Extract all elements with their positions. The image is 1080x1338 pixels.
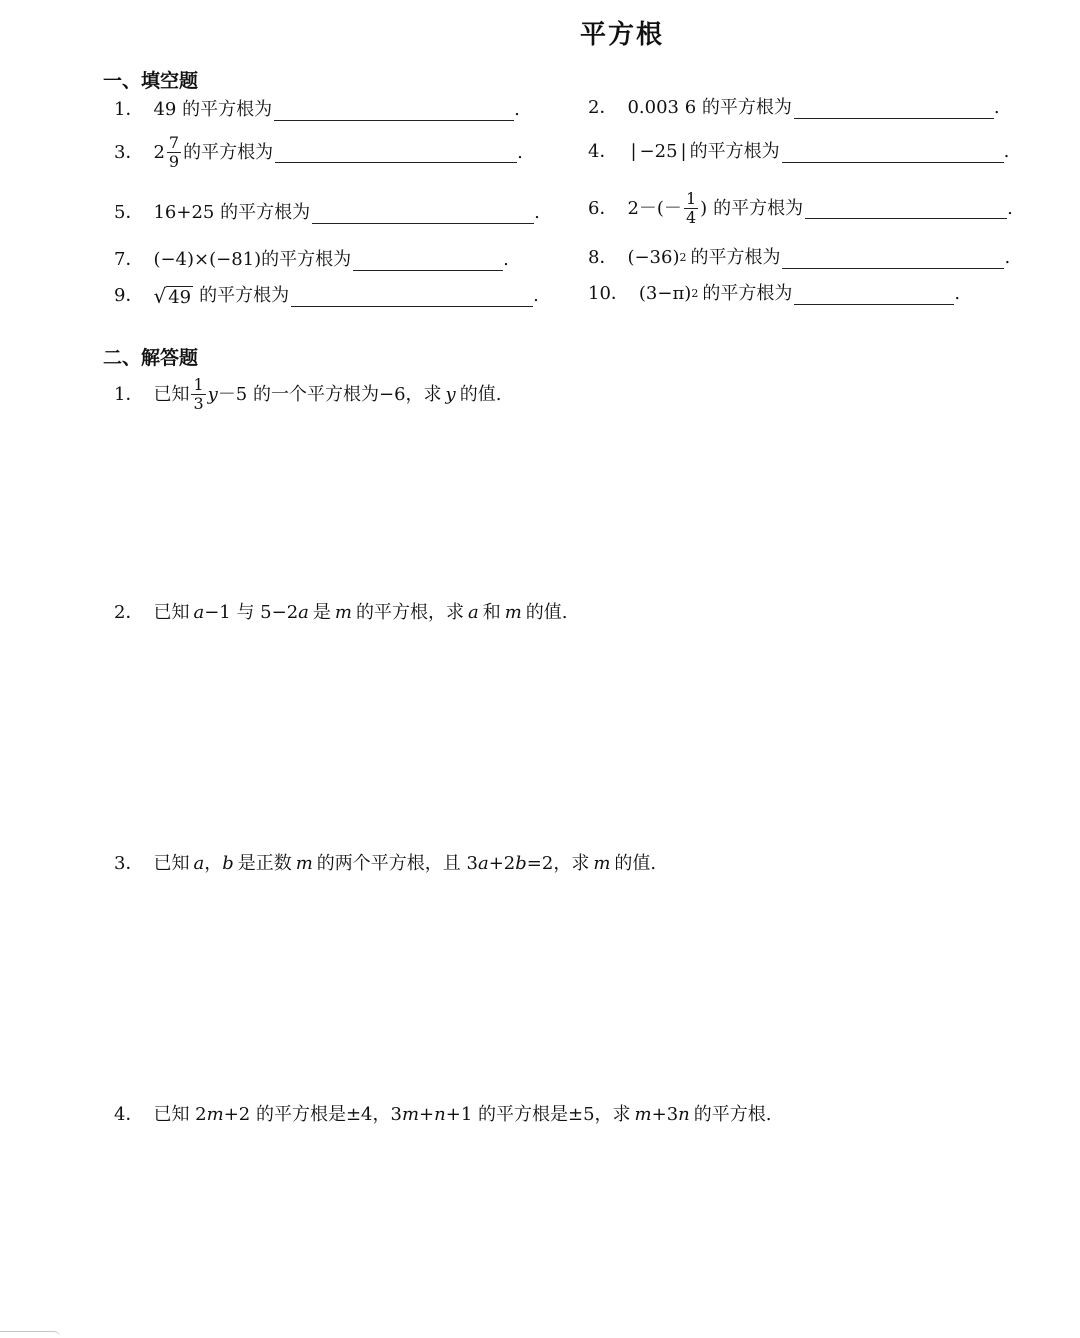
answer-blank[interactable]	[782, 142, 1004, 163]
fill-question-7	[114, 247, 509, 273]
text: 已知	[153, 602, 190, 623]
answer-space-3[interactable]	[114, 890, 1014, 1090]
exponent: 2	[691, 287, 699, 300]
abs-bar-left: |	[630, 141, 637, 162]
numerator: 7	[168, 133, 180, 152]
question-text: 的平方根为	[713, 197, 804, 219]
question-text: 49 的平方根为	[153, 99, 273, 120]
variable-y: y	[445, 383, 456, 405]
question-number: 3．	[114, 141, 144, 163]
answer-blank[interactable]	[782, 248, 1004, 269]
variable-m: m	[295, 853, 313, 874]
text: 是	[312, 602, 331, 623]
text: ，	[204, 853, 223, 874]
fill-question-5	[114, 200, 540, 226]
question-text: 的平方根为	[689, 141, 780, 162]
text: −1 与 5−2	[204, 602, 299, 623]
question-number: 4．	[588, 141, 618, 162]
text: =2，求	[526, 853, 590, 874]
text: +2	[488, 853, 516, 874]
fill-question-6	[588, 190, 1013, 227]
text: 的平方根.	[693, 1104, 772, 1125]
fill-question-3	[114, 134, 523, 171]
period: .	[1003, 141, 1010, 162]
fill-question-10	[588, 281, 960, 307]
question-number: 2．	[588, 97, 618, 118]
variable-y: y	[207, 383, 218, 405]
text: －5 的一个平方根为−6，求	[217, 383, 442, 405]
answer-question-3	[114, 851, 656, 877]
period: .	[517, 141, 523, 163]
question-number: 6．	[588, 197, 618, 219]
text: 已知	[153, 383, 190, 405]
question-text: 的平方根为	[183, 141, 274, 163]
denominator: 9	[168, 152, 180, 171]
variable-a: a	[193, 853, 205, 874]
denominator: 3	[193, 394, 204, 413]
text: +3	[651, 1104, 679, 1125]
text: 的两个平方根，且 3	[316, 853, 478, 874]
question-number: 7．	[114, 249, 144, 270]
answer-blank[interactable]	[794, 98, 994, 119]
question-number: 3．	[114, 853, 144, 874]
expr-base: (3−π)	[638, 283, 692, 304]
text: 已知	[153, 853, 190, 874]
question-text: 的平方根为	[199, 285, 290, 306]
variable-b: b	[515, 853, 527, 874]
question-text: 的平方根为	[702, 283, 793, 304]
page-title: 平方根	[579, 20, 664, 50]
expr-base: (−36)	[627, 247, 680, 268]
text: 的平方根，求	[355, 602, 464, 623]
expr-lead: 2－(－	[627, 197, 682, 219]
question-number: 1．	[114, 99, 144, 120]
variable-m: m	[206, 1104, 224, 1125]
variable-a: a	[193, 602, 205, 623]
page-corner-curl	[0, 1331, 60, 1338]
period: .	[1007, 197, 1013, 219]
question-number: 10．	[588, 283, 629, 304]
radical-sign: √	[153, 283, 167, 308]
numerator: 1	[193, 375, 204, 394]
text: 的值.	[614, 853, 657, 874]
answer-question-1	[114, 376, 501, 413]
answer-blank[interactable]	[274, 100, 514, 121]
abs-value: −25	[639, 141, 678, 162]
variable-m: m	[504, 602, 522, 623]
question-number: 9．	[114, 285, 144, 306]
text: 是正数	[237, 853, 292, 874]
section-fill-heading: 一、填空题	[103, 70, 199, 92]
text: 的值.	[459, 383, 502, 405]
question-number: 1．	[114, 383, 144, 405]
variable-m: m	[401, 1104, 420, 1125]
variable-m: m	[634, 1104, 652, 1125]
period: .	[1004, 247, 1011, 268]
period: .	[534, 202, 540, 223]
section-answer-heading: 二、解答题	[103, 347, 199, 369]
radicand: 49	[168, 286, 192, 308]
answer-blank[interactable]	[805, 198, 1007, 219]
answer-space-1[interactable]	[114, 430, 1014, 590]
answer-space-4[interactable]	[114, 1140, 1014, 1310]
question-number: 8．	[588, 247, 618, 268]
mixed-whole: 2	[153, 141, 165, 163]
question-number: 5．	[114, 202, 144, 223]
answer-blank[interactable]	[794, 284, 954, 305]
fraction	[684, 190, 698, 227]
fill-question-2	[588, 95, 1000, 121]
answer-blank[interactable]	[353, 250, 503, 271]
fill-question-1	[114, 97, 520, 123]
answer-question-4	[114, 1102, 771, 1128]
variable-a: a	[467, 602, 479, 623]
answer-blank[interactable]	[312, 203, 534, 224]
numerator: 1	[685, 189, 697, 208]
text: 的值.	[525, 602, 568, 623]
fill-question-8	[588, 245, 1010, 271]
variable-n: n	[434, 1104, 446, 1125]
exponent: 2	[679, 251, 687, 264]
square-root	[153, 284, 193, 309]
period: .	[993, 97, 1000, 118]
fraction	[191, 376, 205, 413]
question-number: 4．	[114, 1104, 144, 1125]
answer-blank[interactable]	[275, 142, 517, 163]
variable-n: n	[678, 1104, 690, 1125]
question-text: (−4)×(−81)的平方根为	[153, 249, 352, 270]
text: +2 的平方根是±4，3	[223, 1104, 402, 1125]
variable-a: a	[298, 602, 309, 623]
expr-tail: )	[700, 197, 708, 219]
period: .	[514, 99, 520, 120]
question-text: 的平方根为	[690, 247, 781, 268]
text: 已知 2	[153, 1104, 207, 1125]
question-text: 0.003 6 的平方根为	[627, 97, 792, 118]
period: .	[954, 283, 961, 304]
denominator: 4	[685, 208, 697, 227]
abs-bar-right: |	[680, 141, 687, 162]
variable-b: b	[222, 853, 234, 874]
period: .	[533, 285, 539, 306]
text: +1 的平方根是±5，求	[445, 1104, 631, 1125]
answer-blank[interactable]	[291, 286, 533, 307]
question-number: 2．	[114, 602, 144, 623]
variable-m: m	[593, 853, 611, 874]
fill-question-9	[114, 283, 539, 309]
variable-m: m	[334, 602, 352, 623]
answer-question-2	[114, 600, 568, 626]
answer-space-2[interactable]	[114, 640, 1014, 840]
variable-a: a	[477, 853, 489, 874]
fill-question-4	[588, 139, 1009, 165]
question-text: 16+25 的平方根为	[153, 202, 311, 223]
text: 和	[482, 602, 501, 623]
text: +	[419, 1104, 435, 1125]
fraction	[167, 134, 181, 171]
period: .	[503, 249, 509, 270]
